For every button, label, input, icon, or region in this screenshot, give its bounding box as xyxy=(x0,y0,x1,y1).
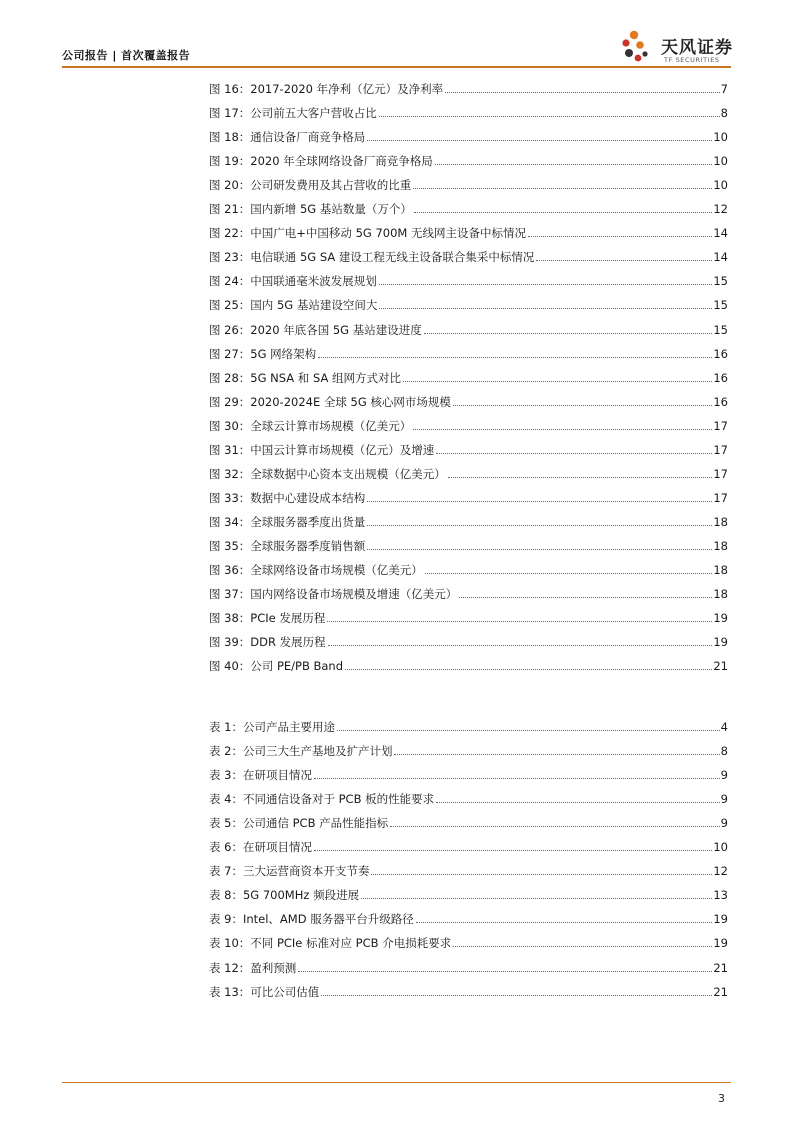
dot-leader xyxy=(436,802,720,803)
dot-leader xyxy=(379,284,713,285)
toc-entry-page: 21 xyxy=(713,659,728,674)
toc-entry-page: 16 xyxy=(713,370,728,385)
table-toc-entry[interactable] xyxy=(209,878,728,902)
figure-toc-entry[interactable] xyxy=(209,216,728,240)
table-index-list xyxy=(209,710,728,999)
toc-entry-title: 图 18：通信设备厂商竞争格局 xyxy=(209,130,366,145)
toc-entry-title: 表 5：公司通信 PCB 产品性能指标 xyxy=(209,816,389,831)
dot-leader xyxy=(424,333,713,334)
toc-entry-title: 图 28：5G NSA 和 SA 组网方式对比 xyxy=(209,370,402,385)
toc-entry-page: 9 xyxy=(720,816,728,831)
toc-entry-title: 图 37：国内网络设备市场规模及增速（亿美元） xyxy=(209,587,458,602)
logo-petal-icon xyxy=(622,39,629,46)
toc-entry-page: 10 xyxy=(713,840,728,855)
toc-entry-page: 4 xyxy=(720,720,728,735)
toc-entry-page: 21 xyxy=(713,960,728,975)
toc-entry-title: 表 4：不同通信设备对于 PCB 板的性能要求 xyxy=(209,792,435,807)
dot-leader xyxy=(345,669,712,670)
table-toc-entry[interactable] xyxy=(209,830,728,854)
toc-entry-title: 图 17：公司前五大客户营收占比 xyxy=(209,106,377,121)
toc-entry-title: 图 23：电信联通 5G SA 建设工程无线主设备联合集采中标情况 xyxy=(209,250,535,265)
dot-leader xyxy=(298,971,712,972)
toc-entry-title: 图 29：2020-2024E 全球 5G 核心网市场规模 xyxy=(209,394,451,409)
toc-entry-title: 图 21：国内新增 5G 基站数量（万个） xyxy=(209,202,412,217)
dot-leader xyxy=(314,850,712,851)
toc-entry-title: 图 38：PCIe 发展历程 xyxy=(209,611,326,626)
logo-petal-icon xyxy=(635,55,642,62)
dot-leader xyxy=(425,573,713,574)
toc-entry-page: 18 xyxy=(713,562,728,577)
toc-entry-title: 表 9：Intel、AMD 服务器平台升级路径 xyxy=(209,912,414,927)
footer-divider xyxy=(62,1082,731,1083)
toc-entry-page: 8 xyxy=(720,744,728,759)
dot-leader xyxy=(367,549,712,550)
figure-toc-entry[interactable] xyxy=(209,144,728,168)
figure-toc-entry[interactable] xyxy=(209,625,728,649)
toc-entry-title: 图 35：全球服务器季度销售额 xyxy=(209,538,366,553)
toc-entry-title: 表 6：在研项目情况 xyxy=(209,840,312,855)
toc-entry-title: 表 8：5G 700MHz 频段进展 xyxy=(209,888,360,903)
toc-entry-title: 表 2：公司三大生产基地及扩产计划 xyxy=(209,744,393,759)
dot-leader xyxy=(459,597,712,598)
dot-leader xyxy=(528,236,712,237)
toc-entry-page: 14 xyxy=(713,250,728,265)
toc-entry-page: 12 xyxy=(713,202,728,217)
toc-entry-page: 14 xyxy=(713,226,728,241)
toc-entry-page: 10 xyxy=(713,130,728,145)
dot-leader xyxy=(367,140,712,141)
figure-toc-entry[interactable] xyxy=(209,120,728,144)
brand-name-en: TF SECURITIES xyxy=(664,56,720,64)
report-type-label: 公司报告 | 首次覆盖报告 xyxy=(62,49,191,62)
toc-entry-title: 表 7：三大运营商资本开支节奏 xyxy=(209,864,370,879)
toc-entry-title: 表 10：不同 PCIe 标准对应 PCB 介电损耗要求 xyxy=(209,936,452,951)
toc-entry-title: 图 33：数据中心建设成本结构 xyxy=(209,490,366,505)
dot-leader xyxy=(413,429,712,430)
toc-entry-page: 19 xyxy=(713,936,728,951)
logo-petal-icon xyxy=(642,51,647,56)
toc-entry-title: 图 30：全球云计算市场规模（亿美元） xyxy=(209,418,412,433)
page-number: 3 xyxy=(718,1092,725,1105)
toc-entry-title: 图 31：中国云计算市场规模（亿元）及增速 xyxy=(209,442,435,457)
toc-entry-page: 19 xyxy=(713,635,728,650)
figure-toc-entry[interactable] xyxy=(209,312,728,336)
figure-toc-entry[interactable] xyxy=(209,577,728,601)
toc-entry-page: 15 xyxy=(713,298,728,313)
toc-entry-title: 图 16：2017-2020 年净利（亿元）及净利率 xyxy=(209,82,444,97)
figure-toc-entry[interactable] xyxy=(209,168,728,192)
toc-entry-title: 图 34：全球服务器季度出货量 xyxy=(209,514,366,529)
toc-entry-page: 16 xyxy=(713,394,728,409)
logo-petal-icon xyxy=(625,49,633,57)
toc-entry-title: 图 24：中国联通毫米波发展规划 xyxy=(209,274,377,289)
dot-leader xyxy=(414,212,713,213)
dot-leader xyxy=(453,946,712,947)
dot-leader xyxy=(371,874,712,875)
table-toc-entry[interactable] xyxy=(209,902,728,926)
figure-toc-entry[interactable] xyxy=(209,553,728,577)
table-toc-entry[interactable] xyxy=(209,782,728,806)
figure-toc-entry[interactable] xyxy=(209,72,728,96)
dot-leader xyxy=(337,730,720,731)
toc-entry-page: 17 xyxy=(713,490,728,505)
dot-leader xyxy=(445,92,720,93)
figure-toc-entry[interactable] xyxy=(209,601,728,625)
table-toc-entry[interactable] xyxy=(209,806,728,830)
dot-leader xyxy=(536,260,712,261)
header-divider xyxy=(62,66,731,68)
figure-toc-entry[interactable] xyxy=(209,457,728,481)
toc-entry-page: 15 xyxy=(713,322,728,337)
toc-entry-page: 18 xyxy=(713,538,728,553)
table-toc-entry[interactable] xyxy=(209,926,728,950)
toc-entry-title: 图 39：DDR 发展历程 xyxy=(209,635,326,650)
toc-entry-title: 表 3：在研项目情况 xyxy=(209,768,312,783)
dot-leader xyxy=(390,826,720,827)
figure-toc-entry[interactable] xyxy=(209,409,728,433)
dot-leader xyxy=(416,922,713,923)
toc-entry-title: 图 20：公司研发费用及其占营收的比重 xyxy=(209,178,412,193)
dot-leader xyxy=(436,453,712,454)
toc-entry-page: 7 xyxy=(720,82,728,97)
toc-entry-title: 图 25：国内 5G 基站建设空间大 xyxy=(209,298,378,313)
figure-toc-entry[interactable] xyxy=(209,385,728,409)
dot-leader xyxy=(367,525,712,526)
toc-entry-title: 图 36：全球网络设备市场规模（亿美元） xyxy=(209,562,423,577)
toc-entry-page: 12 xyxy=(713,864,728,879)
dot-leader xyxy=(361,898,712,899)
toc-entry-page: 9 xyxy=(720,792,728,807)
logo-petal-icon xyxy=(630,31,638,39)
toc-entry-page: 10 xyxy=(713,178,728,193)
toc-entry-title: 图 26：2020 年底各国 5G 基站建设进度 xyxy=(209,322,422,337)
figure-toc-entry[interactable] xyxy=(209,481,728,505)
figure-toc-entry[interactable] xyxy=(209,361,728,385)
toc-entry-page: 19 xyxy=(713,912,728,927)
dot-leader xyxy=(413,188,712,189)
dot-leader xyxy=(379,308,712,309)
table-toc-entry[interactable] xyxy=(209,758,728,782)
figure-toc-entry[interactable] xyxy=(209,192,728,216)
toc-entry-title: 图 22：中国广电+中国移动 5G 700M 无线网主设备中标情况 xyxy=(209,226,526,241)
figure-toc-entry[interactable] xyxy=(209,240,728,264)
figure-toc-entry[interactable] xyxy=(209,264,728,288)
dot-leader xyxy=(403,381,712,382)
toc-entry-page: 18 xyxy=(713,514,728,529)
toc-entry-title: 表 1：公司产品主要用途 xyxy=(209,720,335,735)
logo-petal-icon xyxy=(636,41,644,49)
dot-leader xyxy=(367,501,712,502)
toc-entry-title: 图 19：2020 年全球网络设备厂商竞争格局 xyxy=(209,154,433,169)
toc-entry-title: 图 32：全球数据中心资本支出规模（亿美元） xyxy=(209,466,446,481)
toc-entry-page: 17 xyxy=(713,418,728,433)
toc-entry-page: 18 xyxy=(713,587,728,602)
dot-leader xyxy=(321,995,712,996)
dot-leader xyxy=(379,116,720,117)
toc-entry-page: 10 xyxy=(713,154,728,169)
toc-entry-title: 图 40：公司 PE/PB Band xyxy=(209,659,344,674)
toc-entry-page: 13 xyxy=(713,888,728,903)
table-toc-entry[interactable] xyxy=(209,854,728,878)
toc-entry-page: 16 xyxy=(713,346,728,361)
toc-entry-page: 17 xyxy=(713,442,728,457)
dot-leader xyxy=(394,754,719,755)
toc-entry-page: 21 xyxy=(713,984,728,999)
toc-entry-page: 9 xyxy=(720,768,728,783)
dot-leader xyxy=(453,405,712,406)
table-toc-entry[interactable] xyxy=(209,950,728,974)
toc-entry-page: 19 xyxy=(713,611,728,626)
brand-name: 天风证券 xyxy=(661,38,733,58)
figure-toc-entry[interactable] xyxy=(209,337,728,361)
figure-toc-entry[interactable] xyxy=(209,433,728,457)
toc-entry-title: 图 27：5G 网络架构 xyxy=(209,346,317,361)
table-toc-entry[interactable] xyxy=(209,710,728,734)
figure-toc-entry[interactable] xyxy=(209,649,728,673)
toc-entry-page: 15 xyxy=(713,274,728,289)
toc-entry-page: 17 xyxy=(713,466,728,481)
toc-entry-title: 表 13：可比公司估值 xyxy=(209,984,320,999)
figure-toc-entry[interactable] xyxy=(209,288,728,312)
dot-leader xyxy=(318,357,712,358)
figure-toc-entry[interactable] xyxy=(209,529,728,553)
table-toc-entry[interactable] xyxy=(209,975,728,999)
figure-toc-entry[interactable] xyxy=(209,505,728,529)
toc-entry-title: 表 12：盈利预测 xyxy=(209,960,297,975)
dot-leader xyxy=(448,477,713,478)
toc-entry-page: 8 xyxy=(720,106,728,121)
figure-index-list xyxy=(209,72,728,673)
dot-leader xyxy=(314,778,720,779)
table-toc-entry[interactable] xyxy=(209,734,728,758)
figure-toc-entry[interactable] xyxy=(209,96,728,120)
dot-leader xyxy=(327,621,712,622)
dot-leader xyxy=(328,645,713,646)
dot-leader xyxy=(435,164,713,165)
